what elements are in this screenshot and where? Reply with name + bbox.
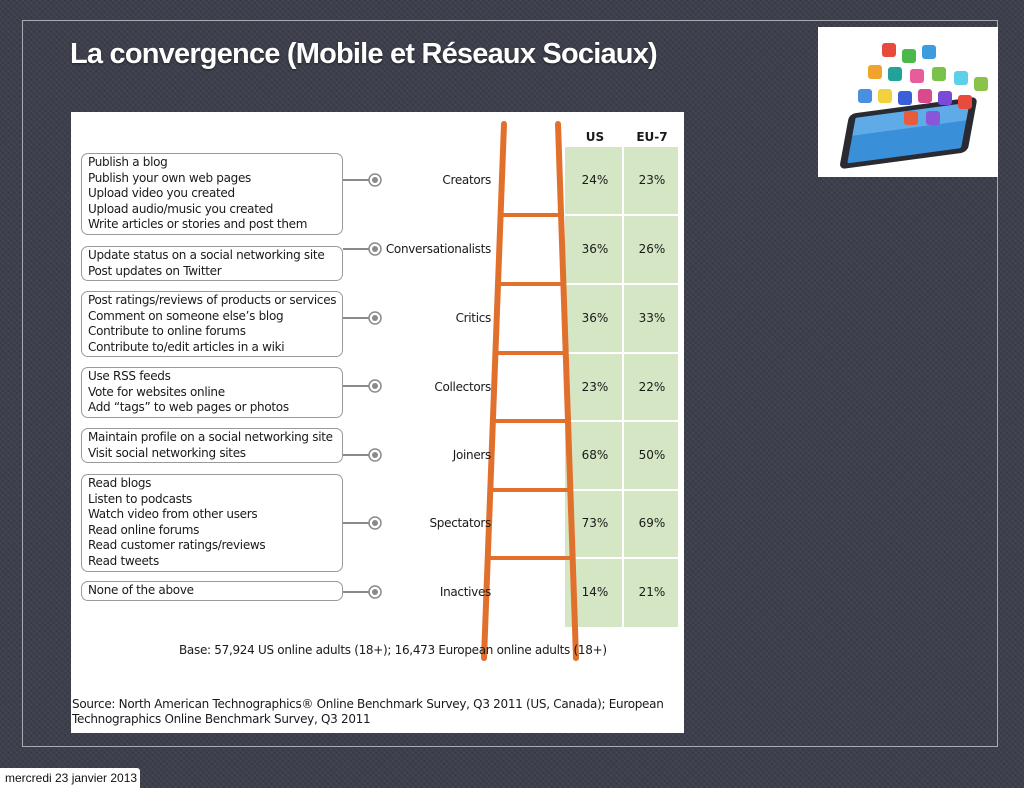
activity-item: Read customer ratings/reviews [88,538,266,553]
activity-box-conversationalists [81,246,343,281]
column-header-eu7: EU-7 [636,130,668,144]
activity-item: Maintain profile on a social networking site [88,430,333,444]
us-value-spectators: 73% [581,516,609,530]
us-value-joiners: 68% [581,448,609,462]
activity-item: Post ratings/reviews of products or services [88,293,337,307]
activity-item: Contribute to online forums [88,324,246,339]
us-value-critics: 36% [581,311,609,325]
level-label-conversationalists: Conversationalists [385,242,491,256]
level-label-spectators: Spectators [429,516,491,530]
activity-item: Post updates on Twitter [88,263,222,278]
slide-title: La convergence (Mobile et Réseaux Sociaux) [70,38,657,70]
activity-item: Add “tags” to web pages or photos [88,400,289,415]
activity-item: Write articles or stories and post them [88,217,308,232]
activity-box-joiners [81,428,343,463]
eu7-value-inactives: 21% [638,585,666,599]
ladder-chart [71,112,684,733]
us-value-collectors: 23% [581,380,609,394]
activity-item: Contribute to/edit articles in a wiki [88,339,285,354]
eu7-value-conversationalists: 26% [638,242,666,256]
level-label-collectors: Collectors [434,380,491,394]
activity-box-spectators [81,474,343,572]
activity-item: Read online forums [88,522,200,537]
eu7-value-joiners: 50% [638,448,666,462]
activity-item: Vote for websites online [88,384,225,399]
eu7-value-creators: 23% [638,173,666,187]
activity-item: Upload audio/music you created [88,201,274,216]
tablet-apps-icon [818,27,998,177]
level-label-critics: Critics [455,311,491,325]
activity-box-creators [81,153,343,235]
level-label-inactives: Inactives [439,585,491,599]
activity-box-collectors [81,367,343,418]
eu7-value-collectors: 22% [638,380,666,394]
activity-item: None of the above [88,583,194,597]
source-note: Source: North American Technographics® Online Benchmark Survey, Q3 2011 (US, Canada); European Technographics Online Benchmark Survey, Q3 2011 [72,697,664,726]
activity-box-critics [81,291,343,357]
activity-item: Watch video from other users [88,507,258,522]
activity-item: Update status on a social networking site [88,248,325,262]
activity-item: Listen to podcasts [88,491,192,506]
eu7-value-spectators: 69% [638,516,666,530]
activity-item: Publish your own web pages [88,170,252,185]
activity-item: Upload video you created [88,186,235,201]
footer-date-bar [0,768,140,788]
activity-item: Read blogs [88,476,152,490]
base-note: Base: 57,924 US online adults (18+); 16,473 European online adults (18+) [179,643,607,657]
activity-box-inactives [81,581,343,601]
footer-date: mercredi 23 janvier 2013 [5,771,138,785]
activity-item: Visit social networking sites [88,445,246,460]
us-value-conversationalists: 36% [581,242,609,256]
us-value-inactives: 14% [581,585,609,599]
level-label-creators: Creators [442,173,491,187]
activity-item: Comment on someone else’s blog [88,308,284,323]
column-header-us: US [585,130,605,144]
activity-item: Use RSS feeds [88,369,171,383]
activity-item: Publish a blog [88,155,168,169]
tablet-apps-image [818,27,998,177]
level-label-joiners: Joiners [452,448,491,462]
eu7-value-critics: 33% [638,311,666,325]
us-value-creators: 24% [581,173,609,187]
activity-item: Read tweets [88,553,159,568]
